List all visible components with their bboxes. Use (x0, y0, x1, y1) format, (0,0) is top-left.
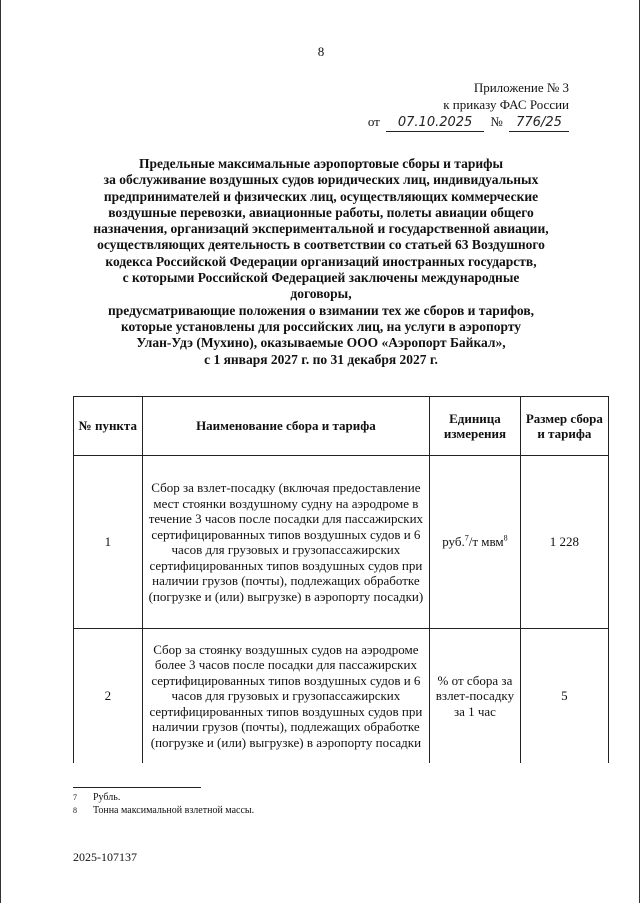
footnote-mark: 8 (73, 806, 77, 815)
title-line: предусматривающие положения о взимании тех же сборов и тарифов, (107, 302, 535, 318)
footnote-ref: 8 (503, 533, 508, 543)
appendix-header (329, 79, 569, 130)
title-line: осуществляющих деятельность в соответствии со статьей 63 Воздушного (97, 237, 545, 253)
unit-text: /т мвм (468, 534, 504, 550)
appendix-label: Приложение № 3 (473, 80, 569, 95)
footnote (73, 804, 254, 817)
footnote-divider (73, 787, 201, 788)
header-fee-size: Размер сбора и тарифа (520, 397, 608, 456)
cell-unit (430, 456, 521, 629)
cell-fee-name: Сбор за стоянку воздушных судов на аэродроме более 3 часов после посадки для пассажирских сертифицированных типов воздушных судов и 6 часов для грузовых и грузопассажирских сертифицированных типов воздушных судов при наличии грузов (почты), подлежащих обработке (погрузке и (или) выгрузке) в аэропорту посадки (142, 629, 430, 764)
title-line: воздушные перевозки, авиационные работы, полеты авиации общего (108, 204, 534, 220)
unit-text: руб. (442, 534, 465, 550)
table-row (74, 629, 609, 764)
order-reference: к приказу ФАС России (443, 97, 569, 112)
number-label: № (490, 114, 503, 129)
title-line: кодекса Российской Федерации организаций иностранных государств, (105, 253, 537, 269)
title-line: Улан-Удэ (Мухино), оказываемые ООО «Аэропорт Байкал», (136, 335, 506, 351)
header-item-number: № пункта (74, 397, 143, 456)
page-number: 8 (317, 44, 325, 59)
header-fee-name: Наименование сбора и тарифа (142, 397, 430, 456)
table-row (74, 456, 609, 629)
from-label: от (367, 114, 380, 129)
title-line: Предельные максимальные аэропортовые сборы и тарифы (138, 156, 503, 171)
title-line: которые установлены для российских лиц, на услуги в аэропорту (120, 318, 522, 334)
title-line: с 1 января 2027 г. по 31 декабря 2027 г. (204, 351, 438, 367)
document-id: 2025-107137 (73, 850, 137, 864)
title-line: предпринимателей и физических лиц, осуществляющих коммерческие (103, 188, 539, 204)
footnote-text: Рубль. (93, 792, 121, 803)
footnote-ref: 7 (464, 533, 469, 543)
title-line: за обслуживание воздушных судов юридических лиц, индивидуальных (103, 172, 539, 188)
footnote (73, 791, 254, 804)
document-title (91, 156, 551, 368)
cell-unit: % от сбора за взлет-посадку за 1 час (430, 629, 521, 764)
footnote-mark: 7 (73, 793, 77, 802)
header-unit: Единица измерения (430, 397, 521, 456)
cell-item-number: 1 (74, 456, 143, 629)
handwritten-date: 07.10.2025 (386, 114, 484, 132)
cell-item-number: 2 (74, 629, 143, 764)
tariffs-table (73, 396, 609, 763)
order-date-number (329, 113, 569, 130)
footnotes (73, 791, 254, 817)
cell-fee-name: Сбор за взлет-посадку (включая предоставление мест стоянки воздушному судну на аэродроме в течение 3 часов после посадки для пассажирских сертифицированных типов воздушных судов и 6 часов для грузовых и грузопассажирских сертифицированных типов воздушных судов при наличии грузов (почты), подлежащих обработке (погрузке и (или) выгрузке) в аэропорту посадки) (142, 456, 430, 629)
handwritten-order-number: 776/25 (509, 114, 569, 132)
cell-fee-size: 5 (520, 629, 608, 764)
title-line: назначения, организаций экспериментальной и государственной авиации, (93, 221, 549, 237)
title-line: с которыми Российской Федерацией заключены международные договоры, (122, 270, 520, 302)
footnote-text: Тонна максимальной взлетной массы. (93, 805, 255, 816)
cell-fee-size: 1 228 (520, 456, 608, 629)
table-header-row (74, 397, 609, 456)
